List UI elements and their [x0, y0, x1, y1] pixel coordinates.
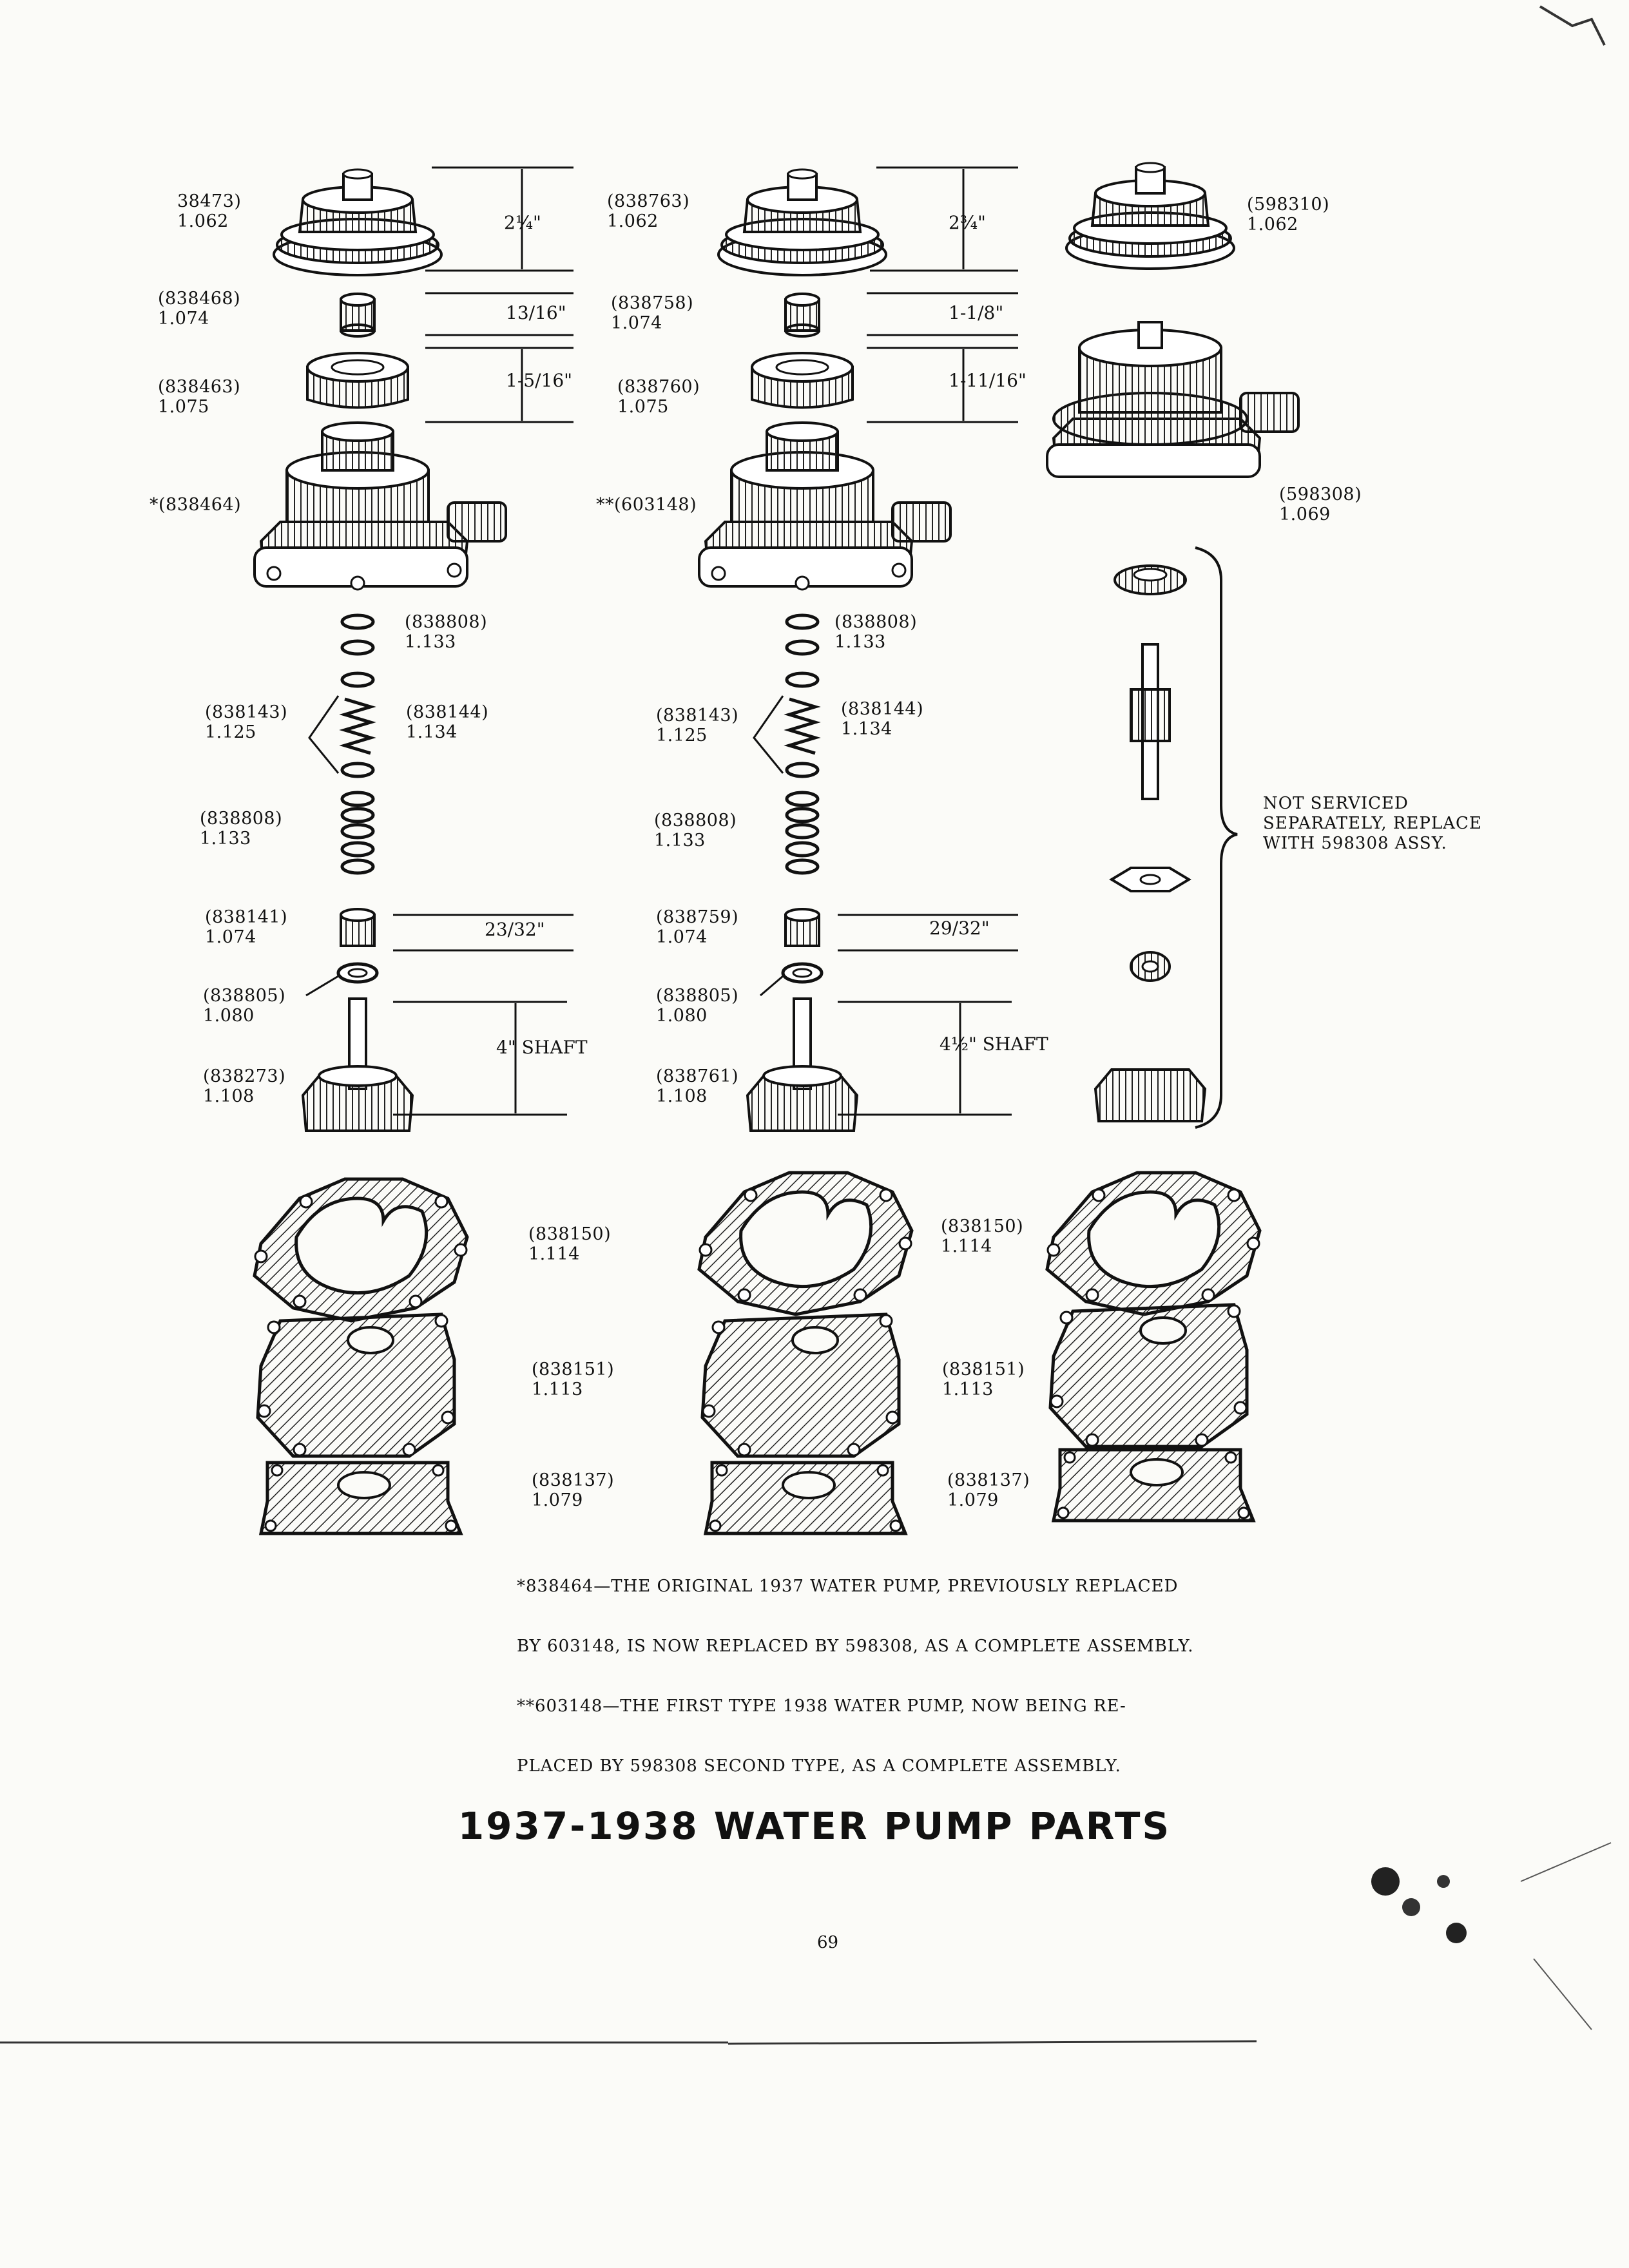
label-left-cap: (838463) 1.075 [158, 377, 241, 417]
dim-middle-cap: 1-11/16" [949, 370, 1027, 391]
footnote-line: *838464—THE ORIGINAL 1937 WATER PUMP, PREVIOUSLY REPLACED [517, 1577, 1179, 1596]
dim-left-bushing: 13/16" [506, 302, 566, 323]
dim-left-cap: 1-5/16" [506, 370, 573, 391]
dim-middle-bearing: 29/32" [929, 918, 990, 939]
label-left-seal-washers: (838808) 1.133 [200, 809, 283, 849]
label-middle-pulley: (838763) 1.062 [607, 191, 690, 231]
dim-middle-pulley: 2¾" [949, 212, 986, 233]
dim-middle-bushing: 1-1/8" [949, 302, 1004, 323]
dim-left-pulley: 2¼" [504, 212, 541, 233]
label-left-spring-retainer: (838143) 1.125 [205, 702, 288, 742]
label-middle-spring: (838144) 1.134 [841, 699, 924, 739]
label-middle-washer: (838805) 1.080 [656, 986, 739, 1026]
footnotes [517, 1537, 1226, 1796]
page-title: 1937-1938 WATER PUMP PARTS [458, 1804, 1171, 1848]
left-column-drawing [255, 169, 506, 1533]
label-right-pulley: (598310) 1.062 [1247, 195, 1330, 235]
label-middle-spring-retainer: (838143) 1.125 [656, 706, 739, 745]
label-middle-bearing: (838759) 1.074 [656, 907, 739, 947]
label-middle-bushing: (838758) 1.074 [611, 293, 694, 333]
label-left-gasket-2: (838151) 1.113 [532, 1360, 615, 1399]
label-left-bearing: (838141) 1.074 [205, 907, 288, 947]
label-left-pulley: 38473) 1.062 [177, 191, 242, 231]
footnote-line: BY 603148, IS NOW REPLACED BY 598308, AS A COMPLETE ASSEMBLY. [517, 1637, 1194, 1656]
label-middle-cap: (838760) 1.075 [617, 377, 700, 417]
label-middle-seal-washers: (838808) 1.133 [654, 811, 737, 850]
label-middle-gasket-3: (838137) 1.079 [947, 1470, 1030, 1510]
footnote-line: **603148—THE FIRST TYPE 1938 WATER PUMP, NOW BEING RE- [517, 1696, 1126, 1716]
label-middle-gasket-1: (838150) 1.114 [941, 1216, 1024, 1256]
label-left-spring: (838144) 1.134 [406, 702, 489, 742]
dim-left-bearing: 23/32" [485, 919, 545, 940]
label-left-gasket-1: (838150) 1.114 [528, 1224, 612, 1264]
not-serviced-note: NOT SERVICED SEPARATELY, REPLACE WITH 598308 ASSY. [1263, 794, 1482, 853]
label-middle-seal-upper: (838808) 1.133 [834, 612, 918, 652]
footnote-line: PLACED BY 598308 SECOND TYPE, AS A COMPLETE ASSEMBLY. [517, 1756, 1121, 1776]
right-column-drawing [1047, 163, 1298, 1521]
label-left-pump-body: *(838464) [149, 495, 242, 515]
page-number: 69 [817, 1933, 839, 1952]
middle-column-drawing [699, 169, 950, 1533]
dim-left-shaft: 4" SHAFT [496, 1037, 588, 1058]
label-left-bushing: (838468) 1.074 [158, 289, 241, 329]
label-left-gasket-3: (838137) 1.079 [532, 1470, 615, 1510]
dim-middle-shaft: 4½" SHAFT [940, 1033, 1048, 1055]
label-left-washer: (838805) 1.080 [203, 986, 286, 1026]
label-middle-shaft: (838761) 1.108 [656, 1066, 739, 1106]
label-right-pump-assembly: (598308) 1.069 [1279, 485, 1362, 524]
label-middle-gasket-2: (838151) 1.113 [942, 1360, 1025, 1399]
label-left-shaft: (838273) 1.108 [203, 1066, 286, 1106]
label-middle-pump-body: **(603148) [596, 495, 697, 515]
label-left-seal-upper: (838808) 1.133 [405, 612, 488, 652]
